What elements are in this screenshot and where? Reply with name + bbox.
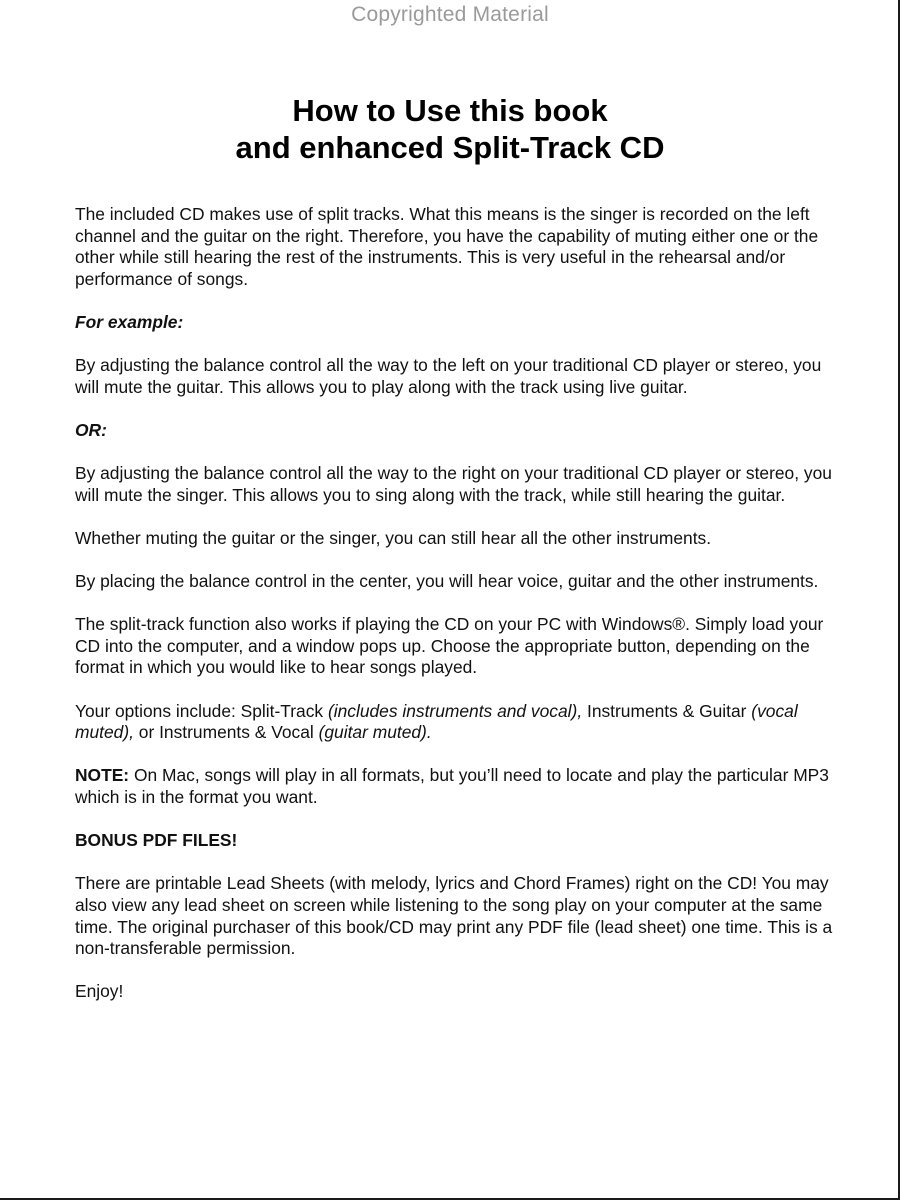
left-balance-paragraph: By adjusting the balance control all the way to the left on your traditional CD player or stereo, you will mute the guitar. This allows you to play along with the track using live guitar. — [75, 355, 822, 397]
note-label: NOTE: — [75, 765, 130, 786]
whether-muting-paragraph: Whether muting the guitar or the singer, you can still hear all the other instruments. — [75, 527, 712, 548]
option-instruments-vocal: or Instruments & Vocal — [133, 722, 319, 743]
note-text: On Mac, songs will play in all formats, but you’ll need to locate and play the particular MP3 which is in the format you want. — [75, 765, 829, 808]
bonus-pdf-heading: BONUS PDF FILES! — [75, 830, 238, 851]
for-example-heading: For example: — [75, 311, 184, 332]
intro-paragraph: The included CD makes use of split tracks. What this means is the singer is recorded on the left channel and the guitar on the right. Therefore, you have the capability of muting either one or the other while still hearing the rest of the instruments. This is very useful in the rehearsal and/or performance of songs. — [75, 204, 819, 289]
or-heading: OR: — [75, 419, 107, 440]
option-instruments-guitar: Instruments & Guitar — [582, 700, 752, 721]
mac-note-paragraph — [75, 765, 835, 808]
options-lead: Your options include: Split-Track — [75, 700, 328, 721]
options-paragraph — [75, 701, 835, 744]
option-instruments-guitar-note: (vocal muted), — [75, 700, 798, 743]
page-title — [0, 92, 900, 166]
pc-windows-paragraph: The split-track function also works if playing the CD on your PC with Windows®. Simply load your CD into the computer, and a window pops up. Choose the appropriate button, depending on the format in which you would like to hear songs played. — [75, 614, 824, 678]
copyright-watermark: Copyrighted Material — [351, 3, 549, 26]
center-balance-paragraph: By placing the balance control in the center, you will hear voice, guitar and the other instruments. — [75, 571, 819, 592]
closing-text: Enjoy! — [75, 981, 124, 1002]
option-split-track-note: (includes instruments and vocal), — [327, 700, 583, 721]
bonus-pdf-paragraph: There are printable Lead Sheets (with melody, lyrics and Chord Frames) right on the CD! You may also view any lead sheet on screen while listening to the song play on your computer at the same time. The original purchaser of this book/CD may print any PDF file (lead sheet) one time. This is a non-transferable permission. — [75, 873, 833, 959]
instructions-body — [75, 204, 835, 1025]
page-title-line-1: How to Use this book — [292, 93, 608, 128]
right-balance-paragraph: By adjusting the balance control all the way to the right on your traditional CD player or stereo, you will mute the singer. This allows you to sing along with the track, while still hearing the guitar. — [75, 463, 832, 505]
page-title-line-2: and enhanced Split-Track CD — [235, 130, 665, 165]
option-instruments-vocal-note: (guitar muted). — [318, 722, 432, 743]
